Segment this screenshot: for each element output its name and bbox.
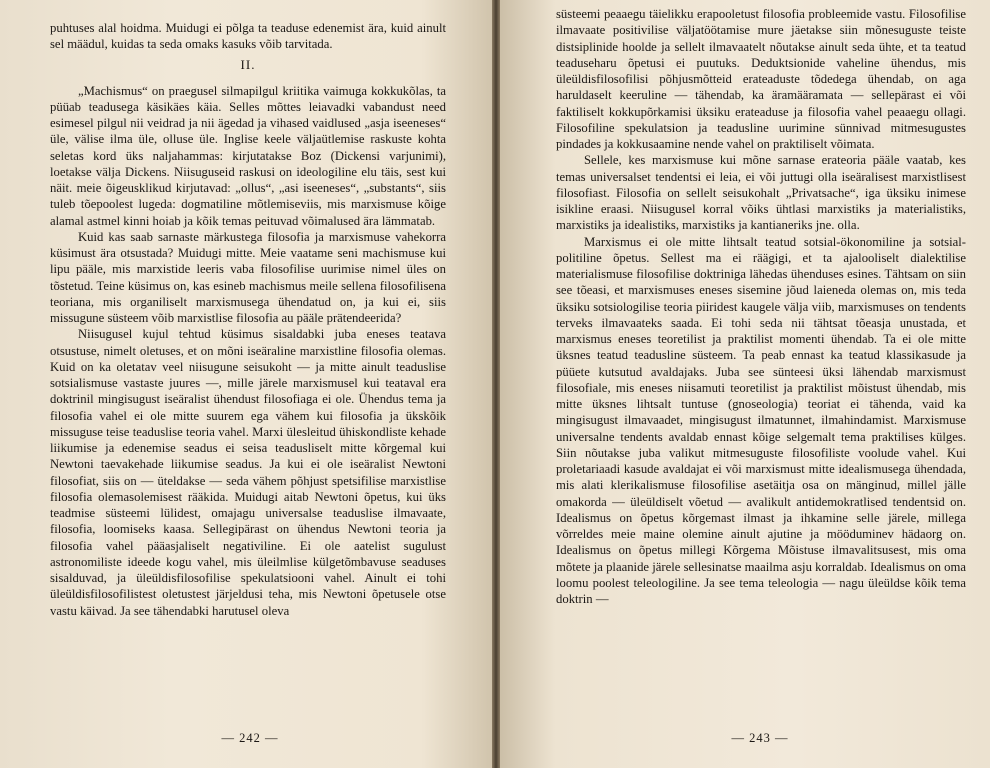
- page-number: — 243 —: [731, 731, 789, 745]
- paragraph: „Machismus“ on praegusel silmapilgul kriitika vaimuga kokkukõlas, ta püüab teadusega käsikäes käia. Selles mõttes leiavadki vabandust need esimesel pilgul nii veidrad ja nii ägedad ja vihased vaidlused „asja iseeneses“ üle, välise ilma üle, olluse üle. Inglise keele väljaütlemise raskuste kohta seletas kord üks naljahammas: kirjutatakse Boz (Dickensi varjunimi), loetakse välja Dickens. Niisuguseid raskusi on ideologiline elu täis, sest kui näit. meie õigeusklikud kirjutavad: „ollus“, „asi iseeneses“, „substants“, siis tuleb tõepoolest lugeda: dogmatiline mõtlemiseviis, mis marxismuse kõige alamal astmel kinni hoiab ja kõik temas peituvad võimalused ära lämmatab.: [50, 83, 446, 228]
- right-page: [496, 0, 990, 768]
- paragraph: Sellele, kes marxismuse kui mõne sarnase erateoria pääle vaatab, kes temas universalset tendentsi ei leia, ei või juttugi olla iseäralisest marxistlisest filosofiast. Filosofia on sellelt seisukohalt „Privatsache“, iga üksiku inimese isikline eraasi. Niisugusel korral võiks ühtlasi marxistiks ja materialistiks, marxistiks ja idealistiks, marxistiks ja kantianeriks jne. olla.: [556, 153, 966, 233]
- left-page-text: [50, 20, 446, 619]
- opening-lines: puhtuses alal hoidma. Muidugi ei põlga ta teaduse edenemist ära, kuid ainult sel määdul, kuidas ta seda omaks kasuks võib tarvitada.: [50, 21, 446, 52]
- right-page-text: [556, 6, 966, 607]
- paragraph: Kuid kas saab sarnaste märkustega filosofia ja marxismuse vahekorra küsimust ära otsustada? Muidugi mitte. Meie vaatame seni machismuse kui lipu pääle, mis marxistide leeris vaba filosofilise uurimise nimel üles on tõstetud. Teine küsimus on, kas esineb machismus meile sellena filosofilisena teoriana, mis organiliselt marxismusega ühendatud on, ja kui ei, siis missugune süsteem võib marxistlise filosofia au pääle prätendeerida?: [50, 229, 446, 325]
- paragraph: Niisugusel kujul tehtud küsimus sisaldabki juba eneses teatava otsustuse, nimelt oletuses, et on mõni iseäraline marxistline filosofia olemas. Kuid on ka oletatav veel niisugune seisukoht — ja mitte ainult teaduslise sotsialismuse vastaste juures —, mille järele marxismusel kui teataval era doktrinil mingisugust iseäralist ühendust filosofiaga ei ole. Ühendus tema ja filosofia vahel ei ole mitte suurem ega vähem kui filosofia ja ükskõik missuguse teise teaduslise teoria vahel. Marxi ülesleitud ühiskondliste kehade liikumise ja edenemise seadus ei seisa teadusliselt mitte kõrgemal kui Newtoni taevakehade liikumise seadus. Ja kui ei ole iseäralist Newtoni filosofiat, siis on — üteldakse — seda vähem põhjust spetsifilise marxistlise filosofia olemasolemisest rääkida. Muidugi aitab Newtoni õpetus, kui üks teadmise süsteemi lülidest, omajagu universalse teaduslise ilmavaate, filosofia, loomiseks kaasa. Sellegipärast on ühendus Newtoni teoria ja filosofia vahel pääasjaliselt negativiline. Ei ole aatelist sugulust astronomiliste ideede kogu vahel, mis üleilmlise külgetõmbavuse seaduses sisalduvad, ja üleüldisfilosofilise spekulatsiooni vahel. Ainult ei tohi üleüldisfilosofilistest oletustest järjeldusi teha, mis Newtoni õpetusele otse vastu käivad. Ja see tähendabki harutusel oleva: [50, 327, 446, 618]
- section-heading: II.: [240, 56, 256, 72]
- page-number: — 242 —: [221, 731, 279, 745]
- book-gutter: [492, 0, 500, 768]
- paragraph: Marxismus ei ole mitte lihtsalt teatud sotsial-ökonomiline ja sotsial-politiline õpetus. Sellest ma ei räägigi, et ta ajalooliselt dialektilise materialismuse filosofilise doktriniga lähedas ühenduses esines. Tähtsam on siin see tõeasi, et marxismuses eneses sisemine jõud laieneda olemas on, mis teda üksiku sotsiologilise teoria piiridest kaugele välja viib, marxismuses on tendents terveks ilmavaateks saada. Ei tohi seda nii tähtsat tõeasja unustada, et marxismus eneses teoretilist ja praktilist momenti ühendab. Ta ei ole mitte üksnes teatud teadusline süsteem. Ta peab ennast ka teatud klassikasude ja püüete kutsutud avaldajaks. Juba see sünteesi üksi lähendab marxismust filosofiale, mis eneses niisamuti teoretilist ja praktilist mõistust ühendab, mis mitte üksnes lihtsalt tuntuse (gnoseologia) teoriat ei tähenda, vaid ka mingisugust ilmavaadet, mingisugust ilmatunnet, ilmahindamist. Marxismuse universalne tendents avaldab ennast kõige selgemalt tema praktilises külges. Siin nõutakse juba valikut mitmesuguste filosofiliste voolude vahel. Kui proletariaadi kasude avaldajat ei või marxismust mitte idealismusega ühendada, mis alati klerikalismuse filosofilise asetäitja osa on mänginud, millel jälle omakorda — üleüldiselt võetud — avalikult antidemokratlised tendentsid on. Idealismus on õpetus kõrgemast ilmast ja ihkamine selle järele, millega võrreldes meie maine olemine ainult ajutine ja mööduminev hädaorg on. Idealismus on õpetus millegi Kõrgema Mõistuse ilmavalitsusest, mis oma mõtete ja plaanide järele sellesinatse maailma asju korraldab. Idealismus on oma loomu poolest teleologiline. Ja see tema teleologia — nagu üleüldse kõik tema doktrin —: [556, 234, 966, 606]
- paragraph: süsteemi peaaegu täielikku erapooletust filosofia probleemide vastu. Filosofilise ilmavaate positivilise väljatöötamise mure jäetakse siin mõnesuguste teiste distsiplinide hoolde ja sellelt ilmavaatelt nõutakse ainult seda ühte, et ta teatud teaduseharu õpetusi ei puutuks. Deduktsionide vaheline ühendus, mis üleüldisfilosofilisi põhjusmõtteid erateaduste tõdedega ühendab, on aga haruldaselt keeruline — tähendab, ka äramääramata — sellepärast ei või faktiliselt kokkupõrkamisi üksiku erateaduse ja filosofia vahel peaaegu ollagi. Filosofiline spekulatsion ja teadusline uurimine sünnivad mitmesugustes pindades ja kokkusaamine nende vahel on praktiliselt võimata.: [556, 7, 966, 151]
